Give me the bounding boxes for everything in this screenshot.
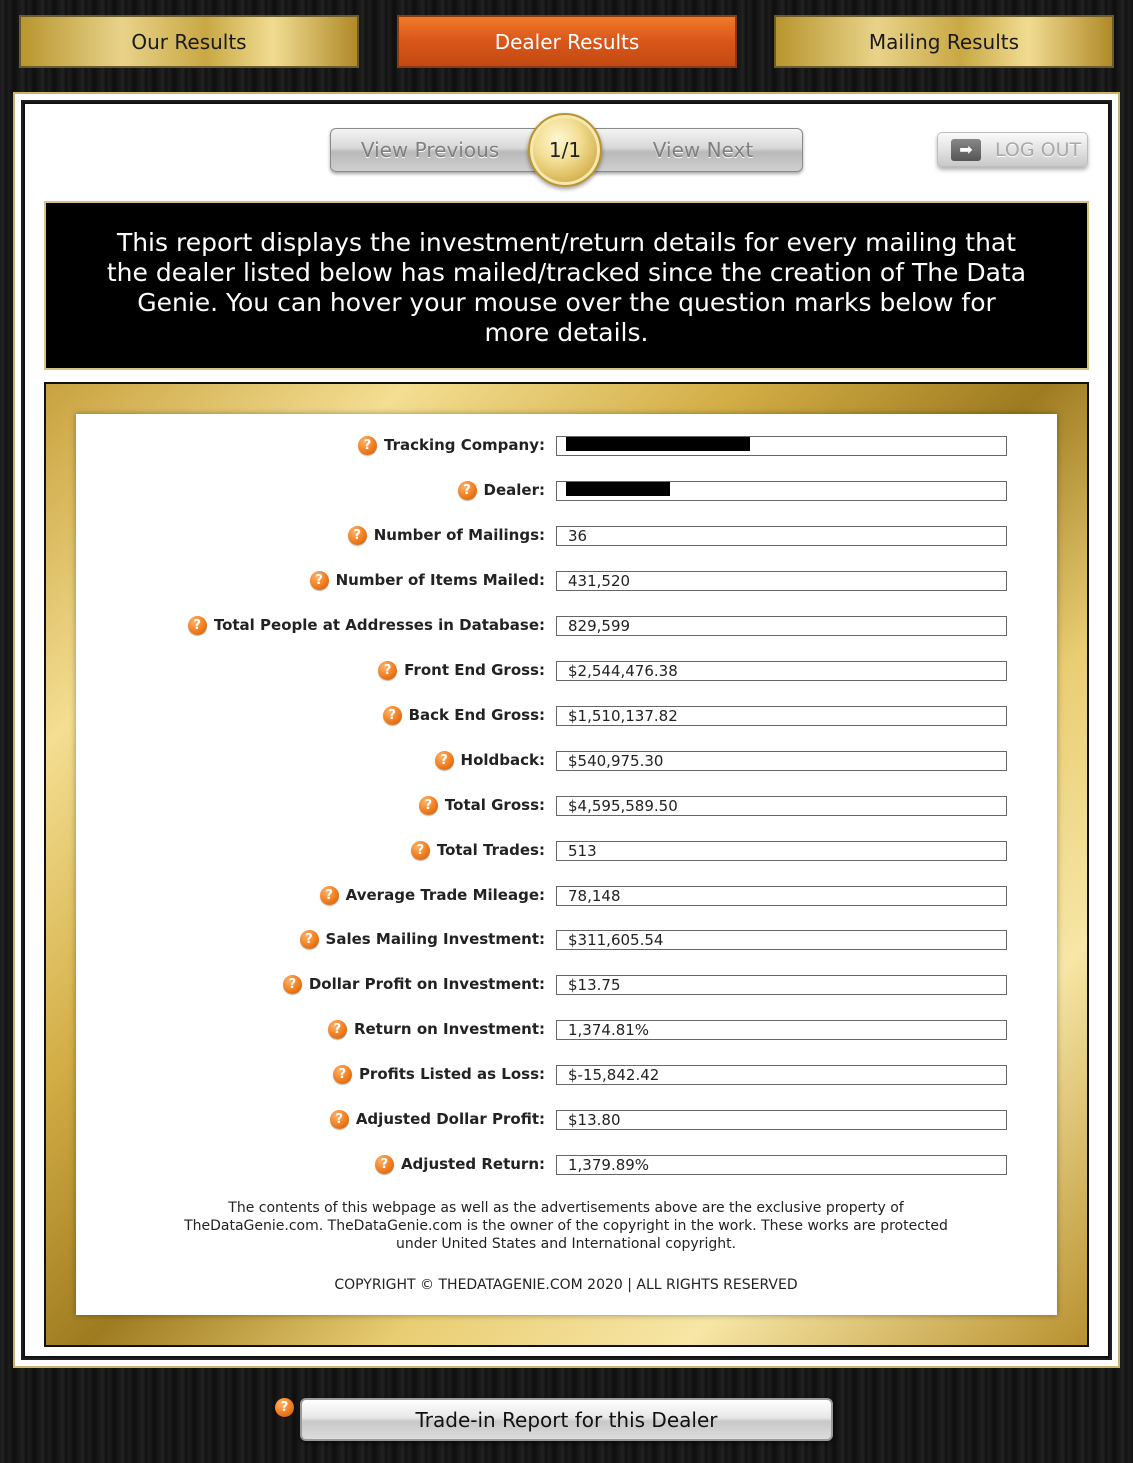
help-icon[interactable]: ? <box>300 930 319 949</box>
field-value[interactable]: $4,595,589.50 <box>556 796 1007 816</box>
help-icon[interactable]: ? <box>419 796 438 815</box>
field-row <box>76 794 1057 816</box>
help-icon[interactable]: ? <box>458 481 477 500</box>
field-label-text: Front End Gross: <box>404 661 545 679</box>
field-label <box>333 1063 545 1085</box>
field-label-text: Back End Gross: <box>408 706 545 724</box>
field-label-text: Profits Listed as Loss: <box>358 1065 545 1083</box>
field-row <box>76 479 1057 501</box>
field-label <box>375 1153 545 1175</box>
field-label <box>328 1018 545 1040</box>
help-icon[interactable]: ? <box>275 1398 294 1417</box>
help-icon[interactable]: ? <box>333 1065 352 1084</box>
field-row <box>76 704 1057 726</box>
help-icon[interactable]: ? <box>188 616 207 635</box>
help-icon[interactable]: ? <box>411 841 430 860</box>
page-indicator-badge: 1/1 <box>528 113 602 187</box>
field-label <box>419 794 545 816</box>
help-icon[interactable]: ? <box>348 526 367 545</box>
help-icon[interactable]: ? <box>330 1110 349 1129</box>
field-row <box>76 839 1057 861</box>
field-row <box>76 1018 1057 1040</box>
field-label <box>283 973 545 995</box>
field-value[interactable]: 829,599 <box>556 616 1007 636</box>
field-label-text: Adjusted Return: <box>400 1155 545 1173</box>
field-row <box>76 749 1057 771</box>
view-next-button[interactable]: View Next <box>652 138 754 162</box>
field-label-text: Average Trade Mileage: <box>345 886 545 904</box>
field-row <box>76 659 1057 681</box>
field-row <box>76 884 1057 906</box>
field-row <box>76 928 1057 950</box>
field-value[interactable]: $-15,842.42 <box>556 1065 1007 1085</box>
help-icon[interactable]: ? <box>358 436 377 455</box>
field-value[interactable]: $1,510,137.82 <box>556 706 1007 726</box>
field-value[interactable]: 36 <box>556 526 1007 546</box>
field-value[interactable]: 1,374.81% <box>556 1020 1007 1040</box>
help-icon[interactable]: ? <box>328 1020 347 1039</box>
field-value[interactable]: 431,520 <box>556 571 1007 591</box>
field-value[interactable]: 1,379.89% <box>556 1155 1007 1175</box>
field-label-text: Tracking Company: <box>383 436 545 454</box>
info-banner: This report displays the investment/return details for every mailing that the dealer listed below has mailed/tracked since the creation of The Data Genie. You can hover your mouse over the question marks below for more details. <box>44 201 1089 370</box>
logout-label: LOG OUT <box>995 138 1082 161</box>
redaction-bar <box>566 437 750 451</box>
field-label-text: Dollar Profit on Investment: <box>308 975 545 993</box>
help-icon[interactable]: ? <box>375 1155 394 1174</box>
redaction-bar <box>566 482 670 496</box>
field-value[interactable]: 513 <box>556 841 1007 861</box>
field-label <box>383 704 545 726</box>
field-label-text: Return on Investment: <box>353 1020 545 1038</box>
field-label <box>310 569 545 591</box>
field-label <box>348 524 545 546</box>
field-value[interactable]: 78,148 <box>556 886 1007 906</box>
tab-mailing-results[interactable]: Mailing Results <box>774 15 1114 68</box>
field-label-text: Number of Items Mailed: <box>335 571 545 589</box>
field-value[interactable]: $13.80 <box>556 1110 1007 1130</box>
field-value[interactable]: $2,544,476.38 <box>556 661 1007 681</box>
field-label <box>411 839 545 861</box>
view-previous-button[interactable]: View Previous <box>360 138 500 162</box>
copyright-line: COPYRIGHT © THEDATAGENIE.COM 2020 | ALL RIGHTS RESERVED <box>334 1277 798 1293</box>
field-label-text: Sales Mailing Investment: <box>325 930 545 948</box>
field-label-text: Dealer: <box>483 481 545 499</box>
tab-our-results[interactable]: Our Results <box>19 15 359 68</box>
copyright-notice: The contents of this webpage as well as the advertisements above are the exclusive property of TheDataGenie.com. TheDataGenie.com is the owner of the copyright in the work. These works are protected under United States and International copyright. <box>184 1200 948 1252</box>
help-icon[interactable]: ? <box>283 975 302 994</box>
field-row <box>76 1063 1057 1085</box>
field-label <box>188 614 545 636</box>
field-row <box>76 434 1057 456</box>
field-label <box>330 1108 545 1130</box>
field-label-text: Holdback: <box>460 751 545 769</box>
help-icon[interactable]: ? <box>383 706 402 725</box>
field-value[interactable]: $13.75 <box>556 975 1007 995</box>
field-label <box>320 884 545 906</box>
logout-button[interactable] <box>937 132 1088 167</box>
field-label-text: Number of Mailings: <box>373 526 545 544</box>
trade-in-report-button[interactable]: Trade-in Report for this Dealer <box>300 1398 833 1441</box>
field-row <box>76 524 1057 546</box>
tab-dealer-results[interactable]: Dealer Results <box>397 15 737 68</box>
field-label-text: Adjusted Dollar Profit: <box>355 1110 545 1128</box>
field-row <box>76 1153 1057 1175</box>
report-card <box>76 414 1057 1315</box>
field-label <box>300 928 545 950</box>
help-icon[interactable]: ? <box>320 886 339 905</box>
help-icon[interactable]: ? <box>310 571 329 590</box>
field-row <box>76 1108 1057 1130</box>
field-row <box>76 569 1057 591</box>
field-label <box>458 479 545 501</box>
field-label <box>378 659 545 681</box>
field-label-text: Total Gross: <box>444 796 545 814</box>
help-icon[interactable]: ? <box>378 661 397 680</box>
field-value[interactable]: $311,605.54 <box>556 930 1007 950</box>
field-label-text: Total Trades: <box>436 841 545 859</box>
arrow-right-icon: ➡ <box>951 139 981 161</box>
field-value[interactable]: $540,975.30 <box>556 751 1007 771</box>
field-label <box>435 749 545 771</box>
field-label-text: Total People at Addresses in Database: <box>213 616 545 634</box>
help-icon[interactable]: ? <box>435 751 454 770</box>
field-label <box>358 434 545 456</box>
field-row <box>76 614 1057 636</box>
field-row <box>76 973 1057 995</box>
